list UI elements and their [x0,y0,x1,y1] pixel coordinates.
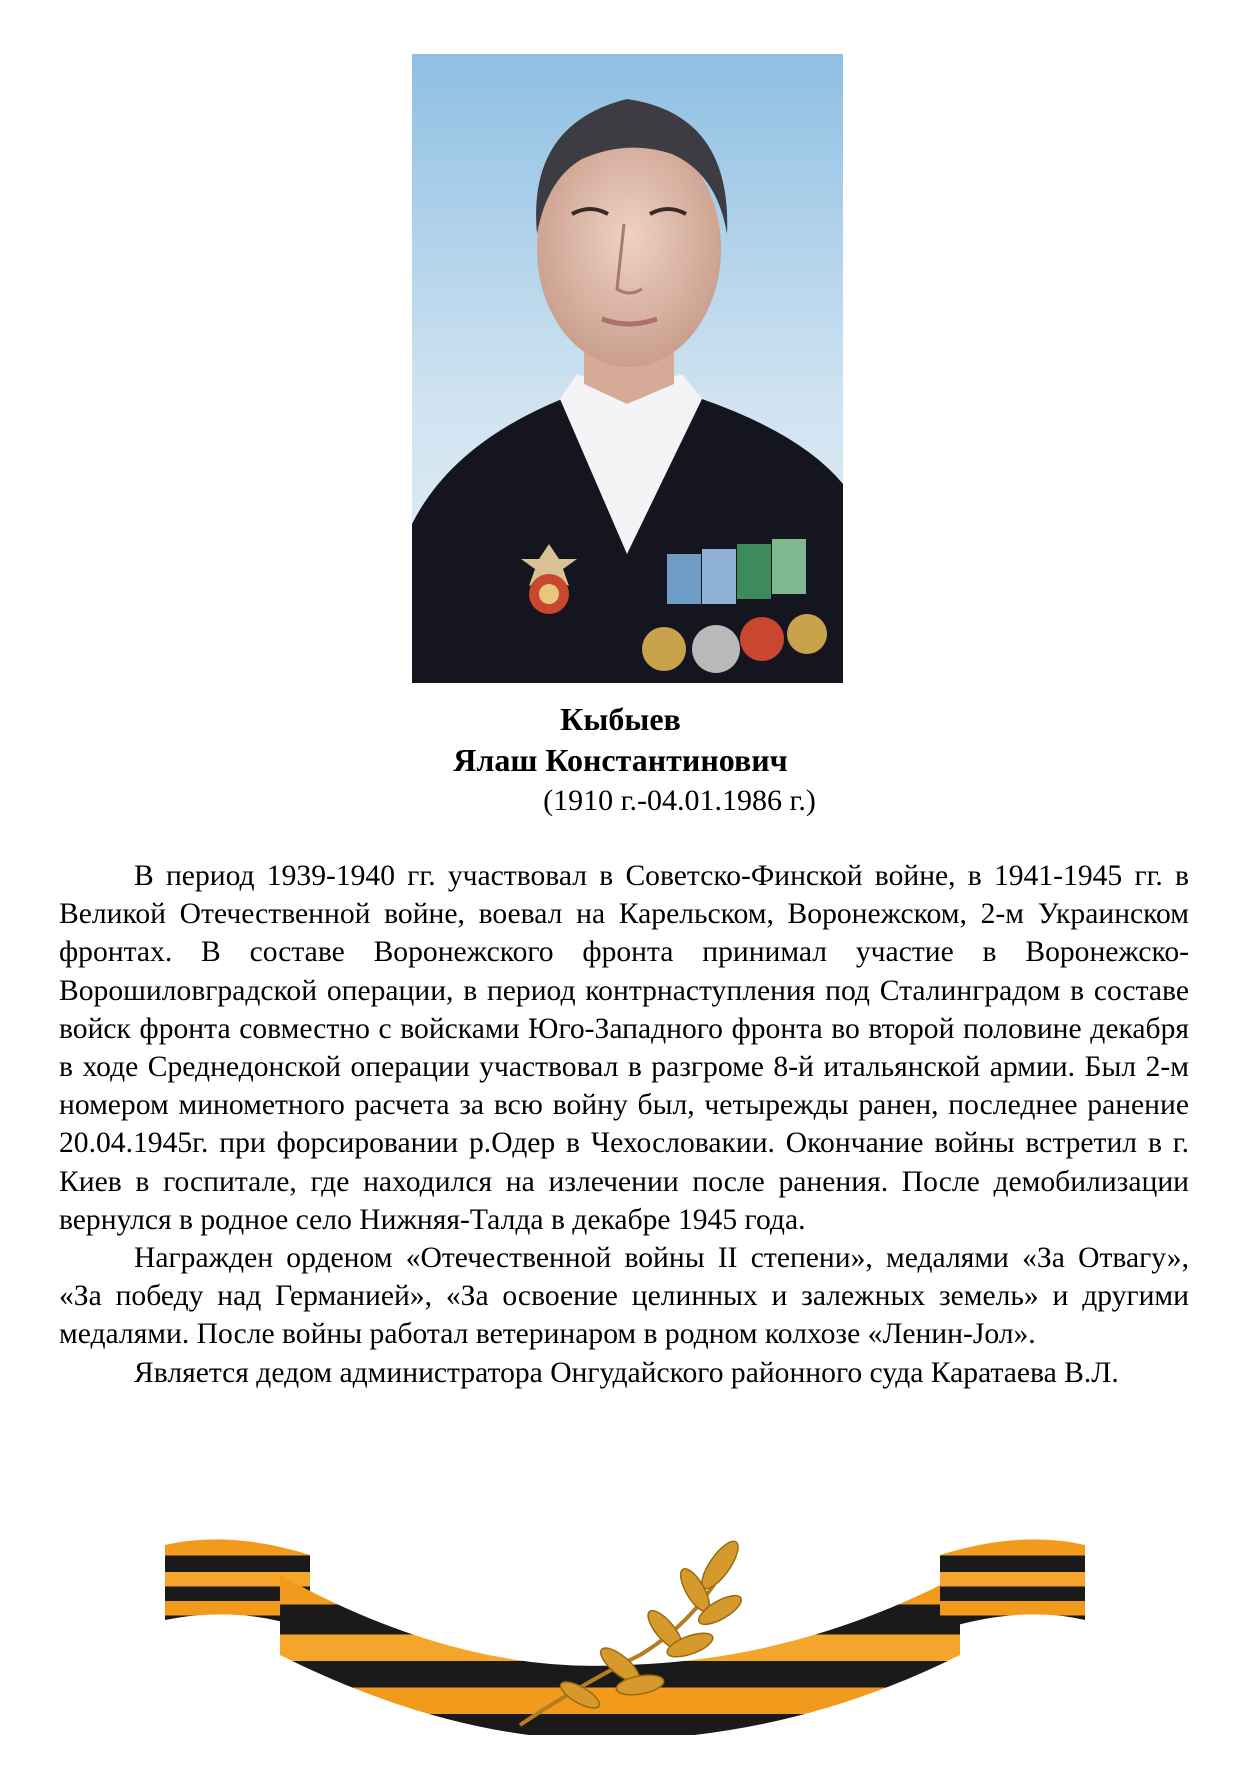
biography-paragraph-awards: Награжден орденом «Отечественной войны II степени», медалями «За Отвагу», «За победу над Германией», «За освоение целинных и залежных земель» и другими медалями. После войны работал ветеринаром в родном колхозе «Ленин-Јол». [59,1242,1189,1351]
biography-paragraph-war-service: В период 1939-1940 гг. участвовал в Советско-Финской войне, в 1941-1945 гг. в Великой Отечественной войне, воевал на Карельском, Воронежском, 2-м Украинском фронтах. В составе Воронежского фронта принимал участие в Воронежско-Ворошиловградской операции, в период контрнаступления под Сталинградом в составе войск фронта совместно с войсками Юго-Западного фронта во второй половине декабря в ходе Среднедонской операции участвовал в разгроме 8-й итальянской армии. Был 2-м номером минометного расчета за всю войну был, четырежды ранен, последнее ранение 20.04.1945г. при форсировании р.Одер в Чехословакии. Окончание войны встретил в г. Киев в госпитале, где находился на излечении после ранения. После демобилизации вернулся в родное село Нижняя-Талда в декабре 1945 года. [59,860,1189,1236]
st-george-ribbon-icon [160,1535,1090,1735]
biography-paragraph-relation: Является дедом администратора Онгудайского районного суда Каратаева В.Л. [134,1356,1119,1389]
surname: Кыбыев [560,701,681,737]
life-dates: (1910 г.-04.01.1986 г.) [543,784,816,817]
given-names: Ялаш Константинович [453,742,788,778]
biography [59,857,1189,1392]
portrait-photo [412,54,843,683]
